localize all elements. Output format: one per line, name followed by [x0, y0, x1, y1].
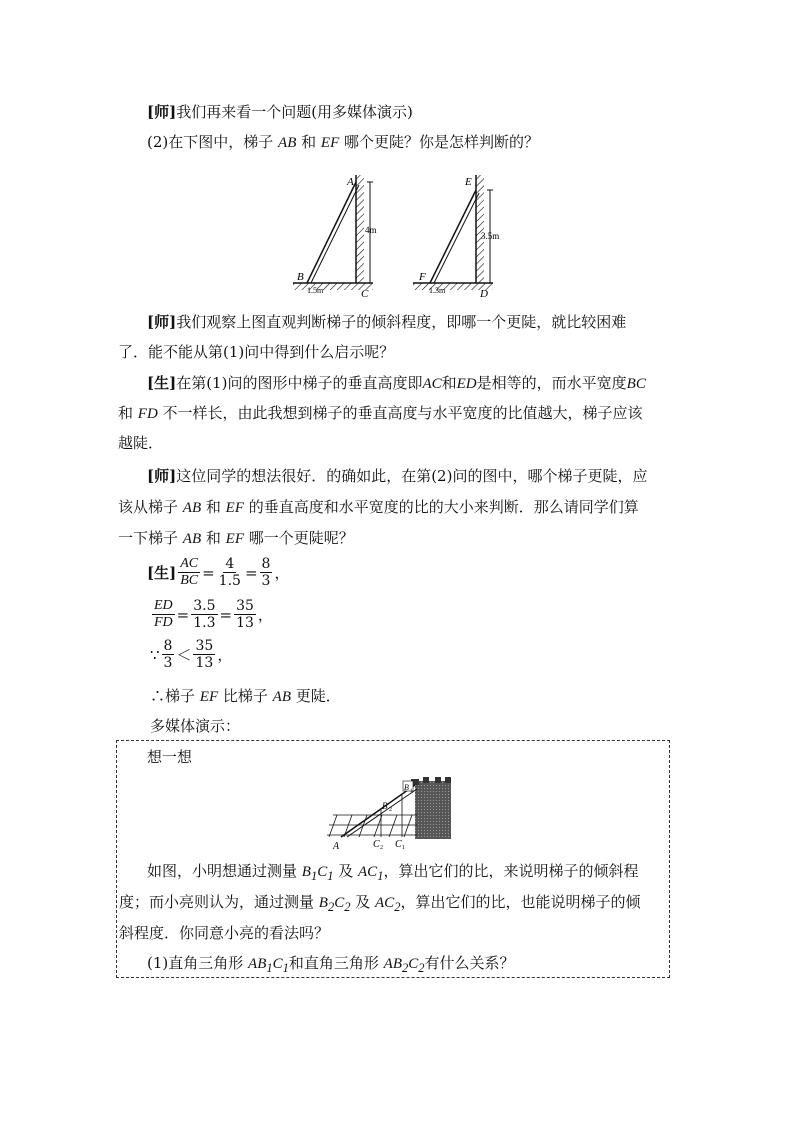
ladder-figure	[285, 165, 525, 300]
equation-ed-fd: $\frac{ED}{FD}$ = $\frac{3.5}{1.3}$ = $\frac{35}{13}$ ，	[154, 598, 273, 631]
conclusion	[150, 686, 341, 707]
label-c: C	[361, 288, 369, 300]
text: 多媒体演示：	[150, 717, 241, 735]
numerator: 4	[225, 556, 235, 572]
text: 不一样长，由此我想到梯子的垂直高度与水平宽度的比值越大，梯子应该	[157, 404, 643, 422]
student-answer-line-2	[118, 403, 643, 424]
label-1-3m: 1.3m	[429, 286, 446, 295]
label-c1-sub: 1	[402, 845, 405, 851]
paragraph-observe	[147, 312, 626, 332]
numerator: 8	[163, 638, 173, 654]
box-line-1	[147, 861, 638, 886]
denominator: BC	[180, 573, 199, 588]
text: 和	[441, 374, 457, 392]
text: 及	[350, 893, 376, 911]
observe-line-1: 我们观察上图直观判断梯子的倾斜程度，即哪一个更陡，就比较困难	[176, 313, 627, 331]
ladder-line	[341, 785, 415, 837]
intro-text: 我们再来看一个问题(用多媒体演示)	[176, 103, 413, 121]
text: 是相等的，而水平宽度	[476, 374, 627, 392]
inequality	[150, 638, 232, 671]
paragraph-observe-cont	[118, 342, 394, 362]
label-3-5m: 3.5m	[481, 231, 500, 241]
var-ef: EF	[225, 531, 244, 547]
question-2	[147, 132, 539, 153]
var-fd: FD	[137, 406, 158, 422]
teacher-paragraph-line-1	[147, 466, 647, 486]
label-c2: C	[373, 839, 380, 850]
text: 在第(1)问的图形中梯子的垂直高度即	[176, 374, 423, 392]
text: ，算出它们的比，来说明梯子的倾斜程	[383, 862, 639, 880]
numerator: 35	[195, 638, 214, 654]
denominator: 13	[195, 655, 214, 671]
text: 和直角三角形	[288, 954, 384, 972]
label-b2: B	[382, 801, 388, 811]
label-b: B	[297, 271, 304, 283]
label-f: F	[419, 271, 426, 283]
text: 哪一个更陡呢？	[243, 529, 354, 547]
fraction	[217, 556, 243, 589]
comma: ，	[257, 606, 273, 624]
media-label	[150, 716, 240, 736]
box-line-4	[147, 953, 515, 978]
teacher-tag: [师]	[147, 103, 177, 121]
var-b2c2: $B_2C_2$	[318, 895, 351, 914]
var-ab2c2: $AB_2C_2$	[383, 956, 425, 975]
label-c1: C	[395, 839, 402, 850]
var-ef: EF	[225, 500, 244, 516]
text: 越陡．	[118, 434, 164, 452]
var-bc: BC	[626, 376, 646, 392]
student-answer-line-1	[147, 373, 646, 394]
fraction	[234, 598, 256, 631]
numerator: 3.5	[193, 598, 216, 614]
text: (1)直角三角形	[147, 954, 249, 972]
right-wall	[476, 175, 484, 283]
var-ef: EF	[199, 689, 219, 705]
q2-ef: EF	[320, 135, 340, 151]
var-ab: AB	[182, 531, 202, 547]
left-wall	[356, 175, 364, 283]
text: 一下梯子	[118, 529, 183, 547]
q2-text-a: (2)在下图中，梯子	[147, 133, 279, 151]
label-1-5m: 1.5m	[307, 286, 324, 295]
text: ，算出它们的比，也能说明梯子的倾	[400, 893, 641, 911]
text: 及	[333, 862, 359, 880]
wall-block	[415, 781, 451, 839]
label-a: A	[347, 176, 354, 188]
numerator: AC	[180, 556, 199, 571]
var-ac1: $AC_1$	[358, 864, 384, 883]
text: 如图，小明想通过测量	[147, 862, 302, 880]
text: 和	[201, 529, 226, 547]
denominator: 1.3	[193, 615, 216, 631]
fraction	[152, 598, 175, 631]
ladder-ab	[293, 175, 377, 300]
ground-grid	[327, 815, 417, 837]
var-b1c1: $B_1C_1$	[301, 864, 334, 883]
teacher-tag: [师]	[147, 467, 177, 485]
teacher-tag: [师]	[147, 313, 177, 331]
label-a: A	[333, 841, 340, 851]
fraction	[193, 638, 215, 671]
text: 有什么关系？	[424, 954, 515, 972]
numerator: 8	[261, 556, 271, 572]
text: 和	[201, 498, 226, 516]
student-tag: [生]	[147, 564, 177, 582]
text: ∴梯子	[150, 687, 200, 705]
because-symbol: ∵	[150, 645, 160, 664]
label-4m: 4m	[365, 225, 377, 235]
text: 和	[118, 404, 138, 422]
text: 的垂直高度和水平宽度的比的大小来判断．那么请同学们算	[243, 498, 639, 516]
student-answer-line-3	[118, 433, 163, 453]
numerator: 35	[236, 598, 254, 614]
teacher-paragraph-line-2	[118, 497, 639, 518]
equation-ac-bc: [生] $\frac{AC}{BC}$ = $\frac{4}{1.5}$ = $\frac{8}{3}$ ，	[147, 556, 290, 589]
text: 该从梯子	[118, 498, 183, 516]
teacher-paragraph-line-3	[118, 528, 354, 549]
observe-line-2: 了．能不能从第(1)问中得到什么启示呢？	[118, 343, 395, 361]
fraction	[260, 556, 273, 589]
q2-text-c: 哪个更陡？你是怎样判断的？	[339, 133, 540, 151]
label-c2-sub: 2	[380, 845, 383, 851]
q2-text-b: 和	[296, 133, 321, 151]
fraction	[178, 556, 200, 589]
label-b1-sub: 1	[410, 789, 413, 794]
numerator: ED	[154, 598, 173, 613]
var-ab: AB	[182, 500, 202, 516]
box-line-2	[119, 892, 640, 917]
student-tag: [生]	[147, 374, 177, 392]
var-ed: ED	[456, 376, 477, 392]
less-than: ＜	[176, 646, 192, 664]
text: 斜程度．你同意小亮的看法吗？	[119, 924, 330, 942]
denominator: FD	[154, 615, 173, 630]
label-b2-sub: 2	[389, 807, 392, 813]
denominator: 1.5	[218, 573, 241, 589]
q2-ab: AB	[278, 135, 297, 151]
fraction	[191, 598, 217, 631]
ladder-ef	[413, 175, 499, 300]
label-b1: B	[404, 783, 409, 792]
label-e: E	[465, 176, 472, 188]
var-ab: AB	[272, 689, 291, 705]
paragraph-intro	[147, 102, 413, 122]
var-ac: AC	[422, 376, 442, 392]
fraction	[162, 638, 175, 671]
ladder-ef-line	[430, 190, 476, 283]
ladder-ab-line	[307, 182, 356, 283]
wall-ladder-figure	[327, 775, 457, 851]
text: 这位同学的想法很好．的确如此，在第(2)问的图中，哪个梯子更陡，应	[176, 467, 648, 485]
comma: ，	[217, 646, 233, 664]
denominator: 3	[163, 655, 173, 671]
label-d: D	[480, 288, 488, 300]
comma: ，	[274, 564, 290, 582]
text: 更陡．	[290, 687, 341, 705]
text: 度；而小亮则认为，通过测量	[119, 893, 319, 911]
var-ac2: $AC_2$	[375, 895, 401, 914]
box-title: 想一想	[147, 748, 193, 766]
text: 比梯子	[218, 687, 273, 705]
var-ab1c1: $AB_1C_1$	[248, 956, 289, 975]
think-box	[116, 740, 670, 978]
denominator: 3	[261, 573, 271, 589]
box-line-3	[119, 923, 329, 943]
denominator: 13	[236, 615, 254, 631]
